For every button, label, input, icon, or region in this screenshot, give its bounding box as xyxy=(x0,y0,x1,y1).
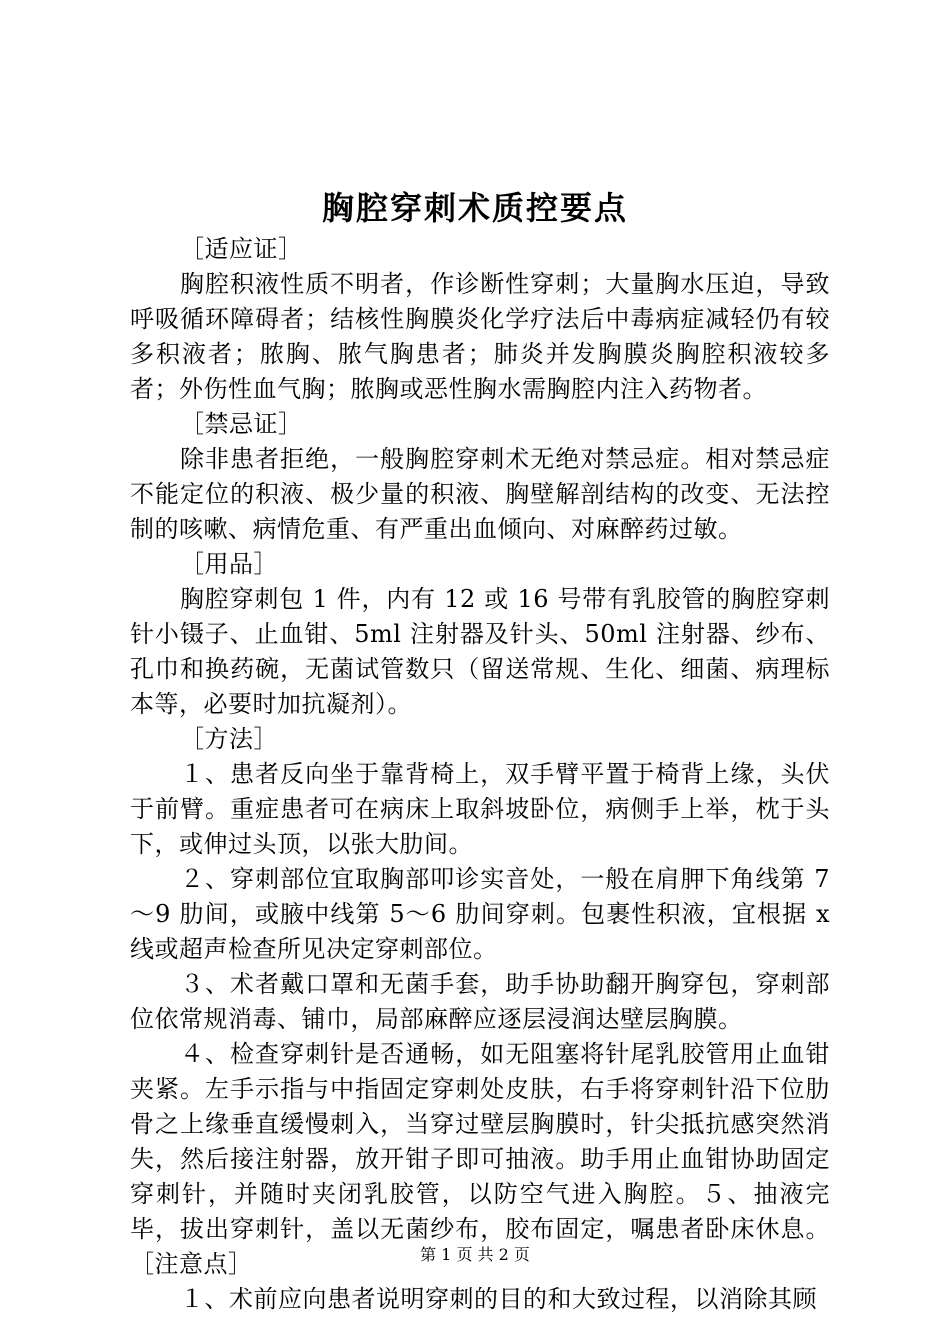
section-heading-contraindications: ［禁忌证］ xyxy=(180,410,303,438)
paragraph: ２、穿刺部位宜取胸部叩诊实音处，一般在肩胛下角线第 7～9 肋间，或腋中线第 5～6 肋间穿刺。包裹性积液，宜根据 x 线或超声检查所见决定穿刺部位。 xyxy=(130,865,830,963)
paragraph: １、患者反向坐于靠背椅上，双手臂平置于椅背上缘，头伏于前臂。重症患者可在病床上取斜坡卧位，病侧手上举，枕于头下，或伸过头顶，以张大肋间。 xyxy=(130,760,830,858)
section-heading-supplies: ［用品］ xyxy=(180,550,278,578)
page-title: 胸腔穿刺术质控要点 xyxy=(321,189,628,227)
paragraph: ３、术者戴口罩和无菌手套，助手协助翻开胸穿包，穿刺部位依常规消毒、铺巾，局部麻醉应逐层浸润达壁层胸膜。 xyxy=(130,970,830,1033)
document-body xyxy=(130,232,830,1317)
section-heading-indications: ［适应证］ xyxy=(180,235,303,263)
paragraph: １、术前应向患者说明穿刺的目的和大致过程，以消除其顾 xyxy=(180,1285,817,1313)
section-heading-method: ［方法］ xyxy=(180,725,278,753)
page-footer: 第 1 页 共 2 页 xyxy=(420,1245,530,1264)
paragraph: 胸腔积液性质不明者，作诊断性穿刺；大量胸水压迫，导致呼吸循环障碍者；结核性胸膜炎化学疗法后中毒病症减轻仍有较多积液者；脓胸、脓气胸患者；肺炎并发胸膜炎胸腔积液较多者；外伤性血气胸；脓胸或恶性胸水需胸腔内注入药物者。 xyxy=(130,270,830,403)
paragraph: ４、检查穿刺针是否通畅，如无阻塞将针尾乳胶管用止血钳夹紧。左手示指与中指固定穿刺处皮肤，右手将穿刺针沿下位肋骨之上缘垂直缓慢刺入，当穿过壁层胸膜时，针尖抵抗感突然消失，然后接注射器，放开钳子即可抽液。助手用止血钳协助固定穿刺针，并随时夹闭乳胶管，以防空气进入胸腔。５、抽液完毕，拔出穿刺针，盖以无菌纱布，胶布固定，嘱患者卧床休息。［注意点］ xyxy=(130,1040,830,1278)
paragraph: 除非患者拒绝，一般胸腔穿刺术无绝对禁忌症。相对禁忌症不能定位的积液、极少量的积液、胸壁解剖结构的改变、无法控制的咳嗽、病情危重、有严重出血倾向、对麻醉药过敏。 xyxy=(130,445,830,543)
paragraph: 胸腔穿刺包 1 件，内有 12 或 16 号带有乳胶管的胸腔穿刺针小镊子、止血钳、5ml 注射器及针头、50ml 注射器、纱布、孔巾和换药碗，无菌试管数只（留送常规、生化、细菌、病理标本等，必要时加抗凝剂）。 xyxy=(130,585,830,718)
